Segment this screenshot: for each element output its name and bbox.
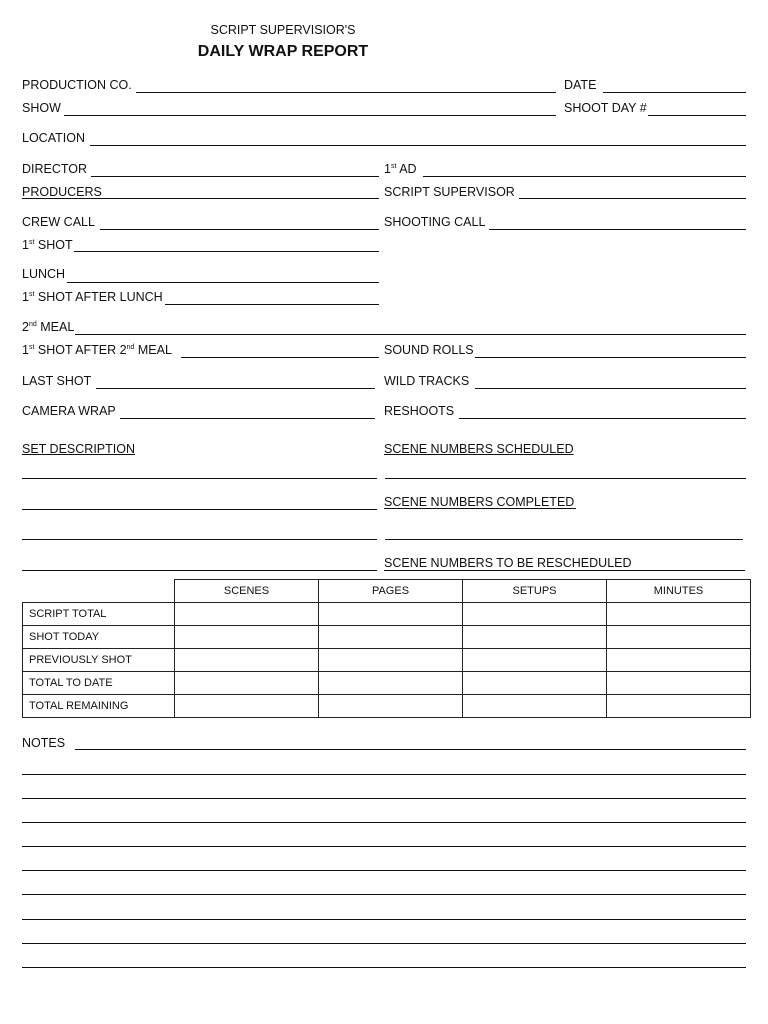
table-row: [23, 649, 751, 672]
stats-table: [22, 579, 751, 718]
row-label-total-to-date: TOTAL TO DATE: [23, 672, 175, 695]
last-shot-label: LAST SHOT: [22, 374, 92, 388]
row-label-shot-today: SHOT TODAY: [23, 626, 175, 649]
first-shot-label: 1st SHOT: [22, 238, 73, 252]
column-header-scenes: SCENES: [175, 580, 319, 603]
location-field[interactable]: [90, 145, 746, 146]
camera-wrap-field[interactable]: [120, 418, 375, 419]
scene-completed-underline: [384, 508, 576, 509]
row-label-total-remaining: TOTAL REMAINING: [23, 695, 175, 718]
notes-line-3[interactable]: [22, 798, 746, 799]
cell-total-remaining-scenes[interactable]: [175, 695, 319, 718]
producers-field[interactable]: [22, 198, 379, 199]
first-ad-field[interactable]: [423, 176, 746, 177]
scene-rescheduled-label: SCENE NUMBERS TO BE RESCHEDULED: [384, 556, 632, 570]
crew-call-label: CREW CALL: [22, 215, 95, 229]
cell-script-total-scenes[interactable]: [175, 603, 319, 626]
cell-previously-shot-pages[interactable]: [319, 649, 463, 672]
wild-tracks-field[interactable]: [475, 388, 746, 389]
cell-total-to-date-pages[interactable]: [319, 672, 463, 695]
notes-line-4[interactable]: [22, 822, 746, 823]
set-description-line-1[interactable]: [22, 478, 377, 479]
date-field[interactable]: [603, 92, 746, 93]
set-description-line-2[interactable]: [22, 509, 377, 510]
notes-line-7[interactable]: [22, 894, 746, 895]
script-supervisor-field[interactable]: [519, 198, 746, 199]
cell-shot-today-pages[interactable]: [319, 626, 463, 649]
shoot-day-label: SHOOT DAY #: [564, 101, 647, 115]
cell-previously-shot-minutes[interactable]: [607, 649, 751, 672]
scene-scheduled-field[interactable]: [385, 478, 746, 479]
notes-line-6[interactable]: [22, 870, 746, 871]
cell-total-to-date-minutes[interactable]: [607, 672, 751, 695]
cell-total-remaining-setups[interactable]: [463, 695, 607, 718]
production-co-label: PRODUCTION CO.: [22, 78, 132, 92]
cell-previously-shot-scenes[interactable]: [175, 649, 319, 672]
scene-completed-field[interactable]: [385, 539, 743, 540]
table-row: [23, 695, 751, 718]
table-row: [23, 603, 751, 626]
show-label: SHOW: [22, 101, 61, 115]
sound-rolls-field[interactable]: [475, 357, 746, 358]
table-row: [23, 626, 751, 649]
scene-completed-label: SCENE NUMBERS COMPLETED: [384, 495, 575, 509]
first-shot-after-lunch-field[interactable]: [165, 304, 379, 305]
second-meal-label: 2nd MEAL: [22, 320, 75, 334]
column-header-pages: PAGES: [319, 580, 463, 603]
cell-previously-shot-setups[interactable]: [463, 649, 607, 672]
first-shot-after-second-meal-field[interactable]: [181, 357, 379, 358]
set-description-label: SET DESCRIPTION: [22, 442, 135, 456]
sound-rolls-label: SOUND ROLLS: [384, 343, 474, 357]
second-meal-field[interactable]: [75, 334, 746, 335]
shoot-day-field[interactable]: [648, 115, 746, 116]
notes-line-8[interactable]: [22, 919, 746, 920]
cell-script-total-setups[interactable]: [463, 603, 607, 626]
notes-line-1[interactable]: [75, 749, 746, 750]
table-corner-cell: [23, 580, 175, 603]
director-label: DIRECTOR: [22, 162, 88, 176]
cell-script-total-minutes[interactable]: [607, 603, 751, 626]
cell-total-remaining-minutes[interactable]: [607, 695, 751, 718]
notes-line-9[interactable]: [22, 943, 746, 944]
set-description-line-3[interactable]: [22, 539, 377, 540]
lunch-label: LUNCH: [22, 267, 66, 281]
crew-call-field[interactable]: [100, 229, 379, 230]
cell-total-to-date-setups[interactable]: [463, 672, 607, 695]
reshoots-label: RESHOOTS: [384, 404, 455, 418]
script-supervisor-label: SCRIPT SUPERVISOR: [384, 185, 515, 199]
director-field[interactable]: [91, 176, 379, 177]
first-shot-after-lunch-label: 1st SHOT AFTER LUNCH: [22, 290, 163, 304]
shooting-call-field[interactable]: [489, 229, 746, 230]
cell-total-remaining-pages[interactable]: [319, 695, 463, 718]
column-header-setups: SETUPS: [463, 580, 607, 603]
notes-line-2[interactable]: [22, 774, 746, 775]
column-header-minutes: MINUTES: [607, 580, 751, 603]
shooting-call-label: SHOOTING CALL: [384, 215, 486, 229]
location-label: LOCATION: [22, 131, 85, 145]
table-row: [23, 672, 751, 695]
form-subtitle: SCRIPT SUPERVISIOR'S: [210, 23, 356, 37]
scene-rescheduled-field[interactable]: [384, 570, 745, 571]
notes-line-10[interactable]: [22, 967, 746, 968]
table-header-row: [23, 580, 751, 603]
last-shot-field[interactable]: [96, 388, 375, 389]
cell-shot-today-setups[interactable]: [463, 626, 607, 649]
form-title: DAILY WRAP REPORT: [197, 43, 369, 60]
show-field[interactable]: [64, 115, 556, 116]
camera-wrap-label: CAMERA WRAP: [22, 404, 116, 418]
row-label-script-total: SCRIPT TOTAL: [23, 603, 175, 626]
cell-shot-today-minutes[interactable]: [607, 626, 751, 649]
cell-shot-today-scenes[interactable]: [175, 626, 319, 649]
lunch-field[interactable]: [67, 282, 379, 283]
set-description-line-4[interactable]: [22, 570, 377, 571]
wild-tracks-label: WILD TRACKS: [384, 374, 470, 388]
cell-total-to-date-scenes[interactable]: [175, 672, 319, 695]
row-label-previously-shot: PREVIOUSLY SHOT: [23, 649, 175, 672]
production-co-field[interactable]: [136, 92, 556, 93]
notes-line-5[interactable]: [22, 846, 746, 847]
cell-script-total-pages[interactable]: [319, 603, 463, 626]
date-label: DATE: [564, 78, 597, 92]
first-shot-field[interactable]: [74, 251, 379, 252]
producers-label: PRODUCERS: [22, 185, 102, 199]
notes-label: NOTES: [22, 736, 66, 750]
scene-scheduled-label: SCENE NUMBERS SCHEDULED: [384, 442, 574, 456]
first-ad-label: 1st AD: [384, 162, 417, 176]
first-shot-after-second-meal-label: 1st SHOT AFTER 2nd MEAL: [22, 343, 172, 357]
reshoots-field[interactable]: [459, 418, 746, 419]
